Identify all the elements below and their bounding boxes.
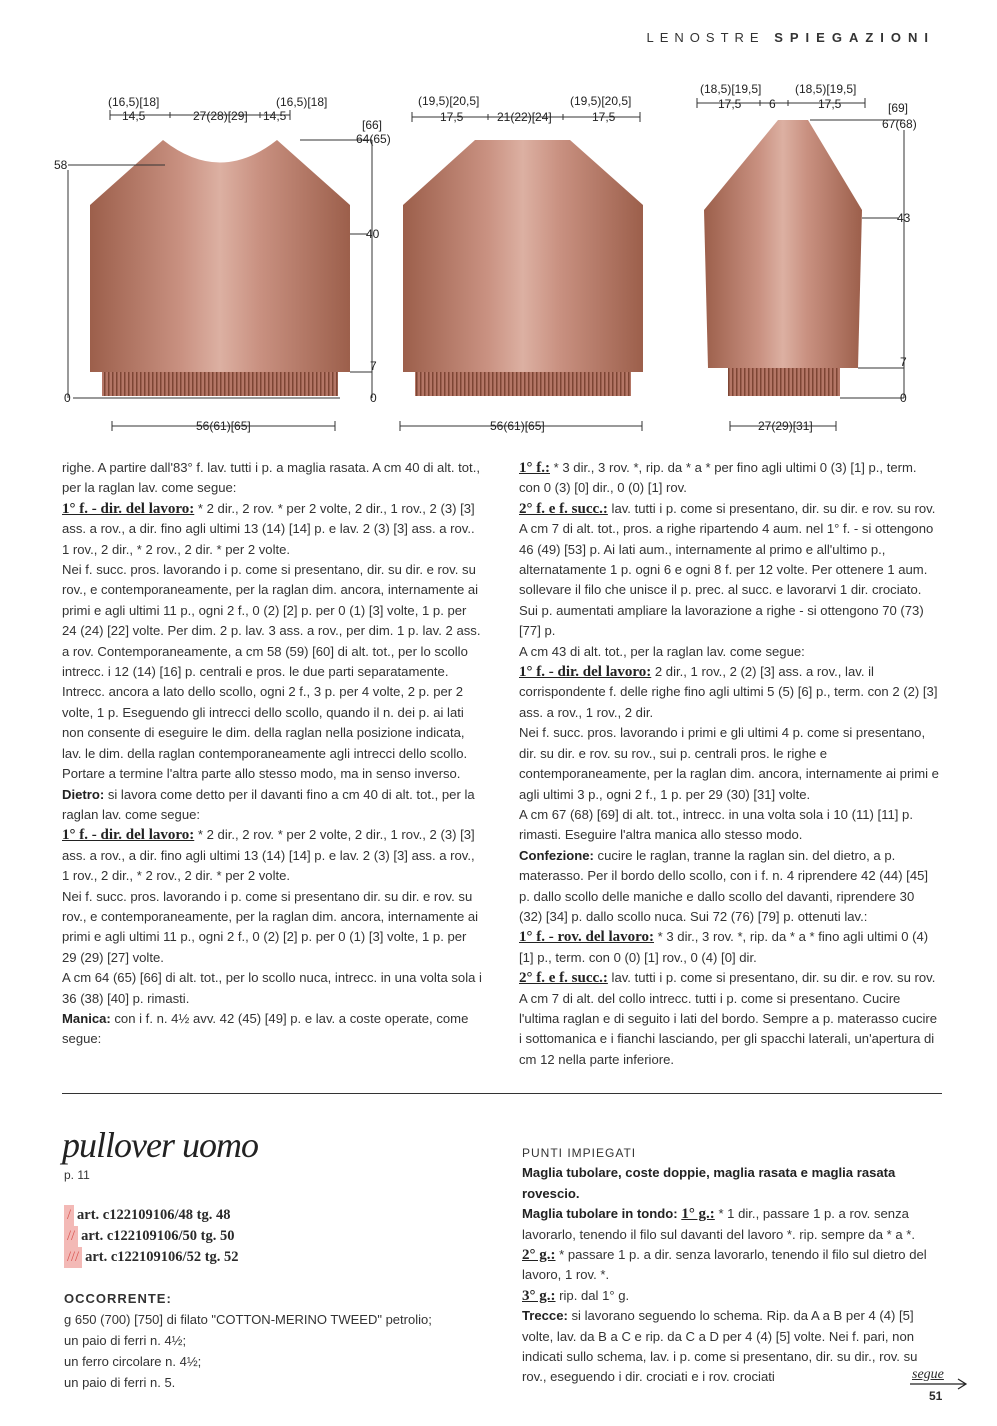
sleeve-rib [728, 368, 840, 396]
material-item: g 650 (700) [750] di filato "COTTON-MERINO TWEED" petrolio; [64, 1312, 432, 1327]
right-para-1: 2° f. e f. succ.: lav. tutti i p. come si presentano, dir. su dir. e rov. su rov. A cm 7 di alt. tot., pros. a righe ripartendo 4 aum. nel 1° f. - si ottengono 46 (49) [53] p. Ai lati aum., internamente al primo e all'ultimo p., alternatamente 1 p. ogni 6 e ogni 8 f. per 12 volte. Per ottenere 1 aum. sollevare il filo che unisce il p. prec. al succ. e lavorarvi 1 dir. crociato. Sui p. aumentati ampliare la lavorazione a righe - si ottengono 70 (73) [77] p. [519, 500, 936, 639]
punti-item-2: 3° g.: rip. dal 1° g. [522, 1287, 630, 1304]
left-para-3: Portare a termine l'altra parte allo stesso modo, ma in senso inverso. [62, 766, 461, 782]
right-para-2: A cm 43 di alt. tot., per la raglan lav. come segue: [519, 643, 805, 659]
material-item: un paio di ferri n. 4½; [64, 1333, 187, 1348]
left-para-5: 1° f. - dir. del lavoro: * 2 dir., 2 rov. * per 2 volte, 2 dir., 1 rov., 2 (3) [3] ass. a rov., a dir. fino agli ultimi 13 (14) [14] p. e lav. 2 (3) [3] ass. a rov., 1 rov., 2 dir., * 2 rov., 2 dir. * per 2 volte. [62, 827, 475, 884]
row-label: 1° f. - dir. del lavoro: [62, 500, 195, 517]
back-top-left: (19,5)[20,5] [418, 94, 480, 108]
left-para-4: Dietro: si lavora come detto per il davanti fino a cm 40 di alt. tot., per la raglan lav. come segue: [62, 786, 475, 822]
front-h58: 58 [54, 158, 68, 172]
sleeve-top-right: (18,5)[19,5] [795, 82, 857, 96]
size-mark: // [64, 1226, 78, 1247]
back-span-r: 17,5 [592, 110, 616, 124]
punti-item-0: Maglia tubolare in tondo: 1° g.: * 1 dir., passare 1 p. a rov. senza lavorarlo, tenendo il filo sul davanti del lavoro *. rip. sempre da * a *. [522, 1206, 916, 1242]
back-width: 56(61)[65] [490, 419, 545, 433]
section-label: Dietro: [62, 786, 105, 802]
right-para-4: Nei f. succ. pros. lavorando i primi e gli ultimi 4 p. come si presentano, dir. su dir. e rov. su rov., sui p. centrali pros. le righe e contemporaneamente, per la raglan dim. ancora, internamente ai primi e agli ultimi 3 p., ogni 2 f., 1 p. per 29 (30) [31] volte. [519, 725, 939, 802]
front-piece [90, 140, 350, 372]
left-para-8: Manica: con i f. n. 4½ avv. 42 (45) [49] p. e lav. a coste operate, come segue: [62, 1010, 469, 1047]
front-span: 14,5 [122, 109, 146, 123]
material-item: un ferro circolare n. 4½; [64, 1354, 202, 1369]
row-label: 1° f. - rov. del lavoro: [519, 929, 655, 946]
back-piece [403, 140, 643, 372]
sleeve-span-l: 17,5 [718, 97, 742, 111]
article-item: /// art. c122109106/52 tg. 52 [64, 1247, 239, 1268]
size-mark: /// [64, 1247, 82, 1268]
front-h40: 40 [366, 227, 380, 241]
sleeve-top-left: (18,5)[19,5] [700, 82, 762, 96]
row-label: 1° f.: [519, 460, 550, 476]
sleeve-span-r: 17,5 [818, 97, 842, 111]
left-para-6: Nei f. succ. pros. lavorando i p. come si presentano dir. su dir. e rov. su rov., e contemporaneamente, per la raglan dim. ancora, internamente ai primi e agli ultimi 11 p., ogni 2 f., 0 (2) [2] p. per 0 (1) [3] volte, 1 p. per 29 (29) [27] volte. [62, 888, 479, 965]
front-depth-a: [66] [362, 118, 383, 132]
front-span2: 14,5 [263, 109, 287, 123]
back-top-right: (19,5)[20,5] [570, 94, 632, 108]
left-para-7: A cm 64 (65) [66] di alt. tot., per lo scollo nuca, intrecc. in una volta sola i 36 (38) [40] p. rimasti. [62, 970, 482, 1006]
sleeve-h0: 0 [900, 391, 907, 405]
punti-title: PUNTI IMPIEGATI [522, 1146, 637, 1160]
left-para-0: righe. A partire dall'83° f. lav. tutti i p. a maglia rasata. A cm 40 di alt. tot., per la raglan lav. come segue: [62, 460, 480, 496]
right-para-3: 1° f. - dir. del lavoro: 2 dir., 1 rov., 2 (2) [3] ass. a rov., lav. il corrispondente f. delle righe fino agli ultimi 5 (5) [6] p., term. con 2 (2) [3] ass. a rov., 1 rov., 2 dir. [519, 664, 938, 720]
sleeve-width: 27(29)[31] [758, 419, 813, 433]
row-label: 1° f. - dir. del lavoro: [519, 664, 652, 681]
article-item: // art. c122109106/50 tg. 50 [64, 1226, 239, 1247]
front-base0: 0 [64, 391, 71, 405]
section-label: Manica: [62, 1010, 111, 1026]
sleeve-mid: 6 [769, 97, 776, 111]
right-column [519, 458, 941, 1070]
header-bold: SPIEGAZIONI [774, 30, 935, 45]
left-column [62, 458, 482, 1050]
material-item: un paio di ferri n. 5. [64, 1375, 176, 1390]
front-neck: 27(28)[29] [193, 109, 248, 123]
punti-subtitle: Maglia tubolare, coste doppie, maglia rasata e maglia rasata rovescio. [522, 1165, 896, 1201]
punti-item-3: Trecce: si lavorano seguendo lo schema. Rip. da A a B per 4 (4) [5] volte, lav. da B a C e rip. da C a D per 4 (4) [5] volte. Nei f. pari, non indicati sullo schema, lav. i p. come si presentano, dir. su dir., rov. su rov., eseguendo i dir. crociati e i rov. crociati [522, 1308, 918, 1385]
page-ref: p. 11 [64, 1168, 90, 1182]
article-list [64, 1205, 239, 1268]
left-para-1: 1° f. - dir. del lavoro: * 2 dir., 2 rov. * per 2 volte, 2 dir., 1 rov., 2 (3) [3] ass. a rov., a dir. fino agli ultimi 13 (14) [14] p. e lav. 2 (3) [3] ass. a rov.. 1 rov., 2 dir., * 2 rov., 2 dir. * per 2 volte. [62, 500, 475, 557]
occorrente-title: OCCORRENTE: [64, 1291, 172, 1306]
page-number: 51 [929, 1389, 943, 1403]
front-top-left: (16,5)[18] [108, 95, 160, 109]
punti-column [522, 1143, 942, 1388]
sleeve-h-a: [69] [888, 101, 909, 115]
sleeve-piece [704, 120, 862, 368]
row-label: 2° f. e f. succ.: [519, 970, 608, 987]
punti-item-1: 2° g.: * passare 1 p. a dir. senza lavorarlo, tenendo il filo sul dietro del lavoro, 1 rov. *. [522, 1247, 927, 1283]
front-rib [102, 372, 338, 396]
front-depth-b: 64(65) [356, 132, 391, 146]
right-para-5: A cm 67 (68) [69] di alt. tot., intrecc. in una volta sola i 10 (11) [11] p. rimasti. Eseguire l'altra manica allo stesso modo. [519, 806, 913, 843]
garment-schematic [0, 0, 997, 445]
back-span-l: 17,5 [440, 110, 464, 124]
left-para-2: Nei f. succ. pros. lavorando i p. come si presentano, dir. su dir. e rov. su rov., e contemporaneamente, per la raglan dim. ancora, internamente ai primi e agli ultimi 11 p., ogni 2 f., 0 (2) [2] p. per 0 (1) [3] volte, 1 p. per 24 (24) [22] volte. Per dim. 2 p. lav. 3 ass. a rov., per dim. 1 p. lav. 2 ass. a rov. Contemporaneamente, a cm 58 (59) [60] di alt. tot., per lo scollo intrecc. i 12 (14) [16] p. centrali e pros. le due parti separatamente. Intrecc. ancora a lato dello scollo, ogni 2 f., 3 p. per 4 volte, 2 p. per 2 volte, 1 p. Eseguendo gli intrecci dello scollo, quando il n. dei p. ai lati non consente di eseguire le dim. della raglan nella posizione indicata, lav. le dim. della raglan contemporaneamente agli intrecci dello scollo. [62, 562, 481, 761]
right-para-6: Confezione: cucire le raglan, tranne la raglan sin. del dietro, a p. materasso. Per il bordo dello scollo, con i f. n. 4 riprendere 42 (44) [45] p. dallo scollo delle maniche e dallo scollo del davanti, riprendere 30 (32) [34] p. dallo scollo nuca. Sui 72 (76) [79] p. ottenuti lav.: [519, 847, 929, 924]
right-para-8: 2° f. e f. succ.: lav. tutti i p. come si presentano, dir. su dir. e rov. su rov. A cm 7 di alt. del collo intrecc. tutti i p. come si presentano. Cucire l'ultima raglan e di seguito i lati del bordo. Sempre a p. materasso cucire i sottomanica e i fianchi lasciando, per gli spacchi laterali, un'apertura di cm 12 nella parte inferiore. [519, 970, 938, 1067]
article-item: / art. c122109106/48 tg. 48 [64, 1205, 239, 1226]
sleeve-h-b: 67(68) [882, 117, 917, 131]
sleeve-h43: 43 [897, 211, 911, 225]
front-h7: 7 [370, 359, 377, 373]
front-top-right: (16,5)[18] [276, 95, 328, 109]
front-h0: 0 [370, 391, 377, 405]
sleeve-h7: 7 [900, 355, 907, 369]
continue-link[interactable]: segue [912, 1367, 944, 1382]
right-para-7: 1° f. - rov. del lavoro: * 3 dir., 3 rov. *, rip. da * a * fino agli ultimi 0 (4) [1] p., term. con 0 (0) [1] rov., 0 (4) [0] dir. [519, 929, 929, 965]
section-divider [62, 1093, 942, 1094]
occorrente [64, 1288, 432, 1393]
back-neck: 21(22)[24] [497, 110, 552, 124]
back-rib [415, 372, 631, 396]
front-width: 56(61)[65] [196, 419, 251, 433]
right-para-0: 1° f.: * 3 dir., 3 rov. *, rip. da * a * per fino agli ultimi 0 (3) [1] p., term. con 0 (3) [0] dir., 0 (0) [1] rov. [519, 460, 917, 496]
row-label: 1° f. - dir. del lavoro: [62, 827, 195, 844]
section-label: Confezione: [519, 847, 594, 863]
row-label: 2° f. e f. succ.: [519, 500, 608, 517]
size-mark: / [64, 1205, 74, 1226]
article-title: pullover uomo [62, 1125, 258, 1165]
header-light: LENOSTRE [646, 30, 765, 45]
